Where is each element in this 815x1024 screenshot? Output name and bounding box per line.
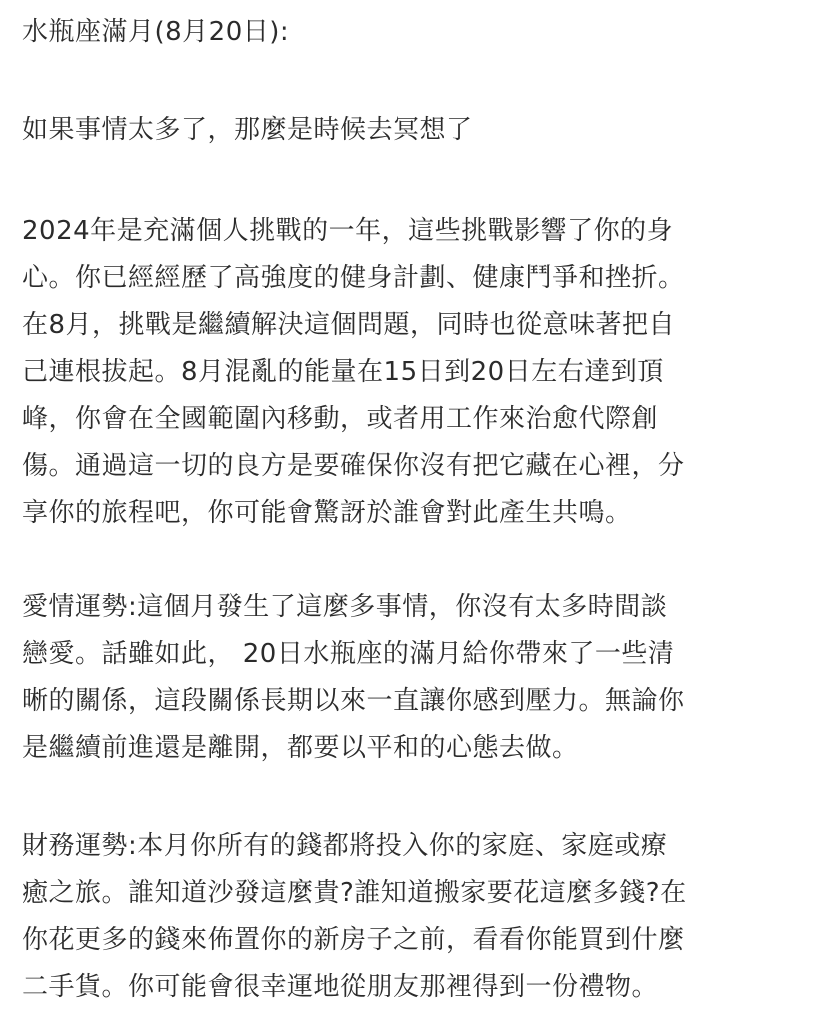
paragraph-line: 是繼續前進還是離開，都要以平和的心態去做。 (22, 733, 579, 763)
page-subtitle: 如果事情太多了，那麼是時候去冥想了 (22, 115, 473, 145)
paragraph-line: 峰，你會在全國範圍內移動，或者用工作來治愈代際創 (22, 404, 659, 434)
paragraph-line: 你花更多的錢來佈置你的新房子之前，看看你能買到什麼 (22, 925, 685, 955)
paragraph-line: 心。你已經經歷了高強度的健身計劃、健康鬥爭和挫折。 (22, 263, 685, 293)
paragraph-line: 愛情運勢:這個月發生了這麼多事情，你沒有太多時間談 (22, 592, 668, 622)
paragraph-line: 2024年是充滿個人挑戰的一年，這些挑戰影響了你的身 (22, 216, 674, 246)
paragraph-line: 晰的關係，這段關係長期以來一直讓你感到壓力。無論你 (22, 686, 685, 716)
paragraph-line: 己連根拔起。8月混亂的能量在15日到20日左右達到頂 (22, 357, 664, 387)
paragraph-line: 在8月，挑戰是繼續解決這個問題，同時也從意味著把自 (22, 310, 676, 340)
page-title: 水瓶座滿月(8月20日): (22, 17, 290, 47)
paragraph-line: 享你的旅程吧，你可能會驚訝於誰會對此產生共鳴。 (22, 498, 632, 528)
overview-paragraph (22, 208, 685, 537)
paragraph-line: 癒之旅。誰知道沙發這麼貴?誰知道搬家要花這麼多錢?在 (22, 878, 687, 908)
paragraph-line: 二手貨。你可能會很幸運地從朋友那裡得到一份禮物。 (22, 972, 659, 1002)
finance-fortune-paragraph (22, 823, 687, 1011)
love-fortune-paragraph (22, 584, 685, 772)
paragraph-line: 傷。通過這一切的良方是要確保你沒有把它藏在心裡，分 (22, 451, 685, 481)
paragraph-line: 戀愛。話雖如此， 20日水瓶座的滿月給你帶來了一些清 (22, 639, 675, 669)
paragraph-line: 財務運勢:本月你所有的錢都將投入你的家庭、家庭或療 (22, 831, 668, 861)
